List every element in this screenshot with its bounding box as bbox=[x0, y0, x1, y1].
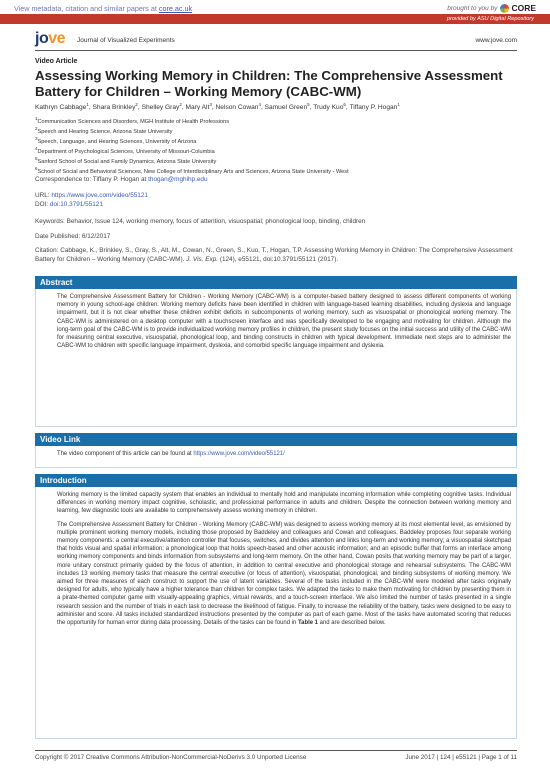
core-banner bbox=[0, 0, 550, 24]
citation bbox=[35, 247, 517, 264]
article-title: Assessing Working Memory in Children: The Comprehensive Assessment Battery for Children – Working Memory (CABC-WM) bbox=[35, 68, 503, 99]
intro-paragraph-2 bbox=[57, 521, 511, 628]
author-name: Shelley Gray$^2$ bbox=[141, 101, 182, 111]
author-name: Kathryn Cabbage$^1$ bbox=[35, 101, 89, 111]
author-list: Kathryn Cabbage$^1$, Shara Brinkley$^2$, Shelley Gray$^2$, Mary Alt$^3$, Nelson Cowan$^4$, Samuel Green$^5$, Trudy Kuo$^6$, Tiffany P. Hogan$^1$ bbox=[35, 101, 400, 111]
video-link-paragraph bbox=[36, 446, 516, 462]
correspondence-label: Correspondence to: Tiffany P. Hogan at bbox=[35, 176, 147, 183]
introduction-body bbox=[36, 487, 516, 636]
affiliation-item: $^5$Sanford School of Social and Family Dynamics, Arizona State University bbox=[35, 156, 217, 165]
table-1-reference[interactable]: Table 1 bbox=[297, 620, 318, 627]
video-link-text: The video component of this article can be found at bbox=[57, 451, 192, 457]
date-published: Date Published: 6/12/2017 bbox=[35, 233, 111, 240]
intro-paragraph-2-text: The Comprehensive Assessment Battery for Children - Working Memory (CABC-WM) was designed to assess working memory at its most elemental level, as envisioned by multiple prominent working memory models, including those proposed by Baddeley and colleagues and Cowan and colleagues. Baddeley proposes four separate working memory components: a central executive/attention controller that focuses, switches, and divides attention and links long-term and working memory; a visuospatial sketchpad that holds visual and spatial information; a phonological loop that holds speech-based and other acoustic information; and an episodic buffer that forms an interface among working memory components and binds information from subsystems and long-term memory. On the other hand, Cowan posits that working memory may be part of a larger, more unitary construct primarily guided by the focus of attention, in addition to central executive and phonological storage and rehearsal subsystems. The CABC-WM includes 13 working memory tasks that measure the central executive (or focus of attention), visuospatial, phonological, and binding subsystems of working memory. We aimed for three measures of each construct to support the use of latent variables. Several of the tasks included in the CABC-WM were modeled after tasks originally designed for adults, who typically have a higher tolerance than children for complex tasks. We adapted the tasks to make them motivating for children by presenting them in a pirate-themed computer game with visually-appealing graphics, virtual rewards, and a touch-screen interface. We also limited the number of tasks presented in a single research session and the number of trials in each task to decrease the likelihood of fatigue. Finally, to increase the reliability of the battery, tasks were designed to be easy to administer and score. All tasks included standardized instructions presented by the computer as part of each game. Most of the tasks have automated scoring that reduces the opportunity for human error during data processing. Details of the tasks can be found in bbox=[57, 521, 511, 627]
article-url[interactable]: https://www.jove.com/video/55121 bbox=[51, 192, 148, 199]
introduction-heading: Introduction bbox=[35, 474, 517, 487]
abstract-section bbox=[35, 289, 517, 427]
page-info: June 2017 | 124 | e55121 | Page 1 of 11 bbox=[405, 754, 517, 761]
core-metadata-text: View metadata, citation and similar papers at bbox=[14, 4, 157, 13]
author-affiliation-number: 1 bbox=[397, 101, 400, 107]
author-affiliation-number: 1 bbox=[86, 101, 89, 107]
author-name: Mary Alt$^3$ bbox=[185, 101, 212, 111]
intro-paragraph-2-end: and are described below. bbox=[319, 620, 386, 627]
core-link[interactable]: core.ac.uk bbox=[158, 4, 193, 13]
video-link-heading: Video Link bbox=[35, 433, 517, 446]
intro-paragraph-1: Working memory is the limited capacity system that enables an individual to mentally hold and manipulate incoming information while completing cognitive tasks. Individual differences in working memory impact cognitive, scholastic, and professional performance in adults and children. Despite the connection between working memory and learning, few diagnostic tools are available to comprehensively assess working memory in children. bbox=[57, 492, 511, 515]
jove-logo: jove bbox=[35, 30, 66, 47]
provided-by-text: provided by ASU Digital Repository bbox=[446, 16, 534, 22]
author-name: Shara Brinkley$^2$ bbox=[92, 101, 138, 111]
affiliation-item: $^2$Speech and Hearing Science, Arizona State University bbox=[35, 126, 173, 135]
correspondence bbox=[35, 176, 517, 185]
author-affiliation-number: 3 bbox=[209, 101, 212, 107]
abstract-text: The Comprehensive Assessment Battery for Children - Working Memory (CABC-WM) is a computer-based battery designed to assess different components of working memory in young school-age children. Working memory deficits have been identified in children with language-based learning disabilities, including dyslexia and language impairment, but it is not clear whether these children exhibit deficits in subcomponents of working memory, such as visuospatial or phonological working memory. The CABC-WM is administered on a desktop computer with a touchscreen interface and was specifically developed to be engaging and motivating for children. Although the long-term goal of the CABC-WM is to provide individualized working memory profiles in children, the present study focuses on the initial success and utility of the CABC-WM for measuring central executive, visuospatial, phonological loop, and binding constructs in children with typical development. Immediate next steps are to administer the CABC-WM to children with specific language impairment, dyslexia, and comorbid specific language impairment and dyslexia. bbox=[57, 294, 511, 350]
author-name: Tiffany P. Hogan$^1$ bbox=[349, 101, 400, 111]
core-brand: CORE bbox=[511, 3, 536, 13]
url-doi-block bbox=[35, 192, 517, 209]
journal-name: Journal of Visualized Experiments bbox=[77, 37, 175, 44]
correspondence-email[interactable]: thogan@mghihp.edu bbox=[148, 176, 208, 183]
author-affiliation-number: 6 bbox=[343, 101, 346, 107]
provided-by-bar bbox=[0, 14, 550, 24]
doi-label: DOI: bbox=[35, 200, 49, 208]
core-logo-icon bbox=[500, 4, 509, 13]
affiliation-item: $^6$School of Social and Behavioral Sciences, New College of Interdisciplinary Arts and Sciences, Arizona State University - West bbox=[35, 166, 349, 175]
author-affiliation-number: 5 bbox=[307, 101, 310, 107]
core-logo[interactable] bbox=[500, 3, 536, 13]
journal-url[interactable]: www.jove.com bbox=[475, 37, 517, 44]
author-affiliation-number: 2 bbox=[135, 101, 138, 107]
affiliation-list bbox=[35, 117, 517, 177]
affiliation-item: $^1$Communication Sciences and Disorders, MGH Institute of Health Professions bbox=[35, 116, 230, 125]
page-footer bbox=[35, 750, 517, 761]
copyright: Copyright © 2017 Creative Commons Attribution-NonCommercial-NoDerivs 3.0 Unported License bbox=[35, 754, 307, 761]
introduction-section bbox=[35, 487, 517, 739]
affiliation-item: $^3$Speech, Language, and Hearing Sciences, University of Arizona bbox=[35, 136, 197, 145]
video-link-url[interactable]: https://www.jove.com/video/55121/ bbox=[193, 451, 285, 457]
citation-main: Citation: Cabbage, K., Brinkley, S., Gray, S., Alt, M., Cowan, N., Green, S., Kuo, T., Hogan, T.P. Assessing Working Memory in Children: The Comprehensive Assessment Battery for Children – Working Memory (CABC-WM). bbox=[35, 247, 513, 263]
brought-text: brought to you by bbox=[447, 4, 498, 12]
author-affiliation-number: 2 bbox=[179, 101, 182, 107]
citation-journal: J. Vis. Exp. bbox=[186, 255, 219, 263]
abstract-heading: Abstract bbox=[35, 276, 517, 289]
citation-tail: (124), e55121, doi:10.3791/55121 (2017). bbox=[219, 255, 339, 263]
journal-header bbox=[35, 29, 517, 51]
author-name: Trudy Kuo$^6$ bbox=[313, 101, 346, 111]
url-label: URL: bbox=[35, 192, 50, 199]
keywords: Keywords: Behavior, Issue 124, working memory, focus of attention, visuospatial; phonological loop, binding, children bbox=[35, 218, 366, 225]
brought-to-you bbox=[447, 3, 536, 13]
article-type: Video Article bbox=[35, 58, 78, 65]
article-doi[interactable]: doi:10.3791/55121 bbox=[49, 200, 103, 208]
author-name: Nelson Cowan$^4$ bbox=[215, 101, 261, 111]
author-name: Samuel Green$^5$ bbox=[264, 101, 310, 111]
author-affiliation-number: 4 bbox=[258, 101, 261, 107]
affiliation-item: $^4$Department of Psychological Sciences, University of Missouri-Columbia bbox=[35, 146, 215, 155]
video-link-section bbox=[35, 446, 517, 468]
core-metadata-link[interactable] bbox=[14, 4, 192, 13]
